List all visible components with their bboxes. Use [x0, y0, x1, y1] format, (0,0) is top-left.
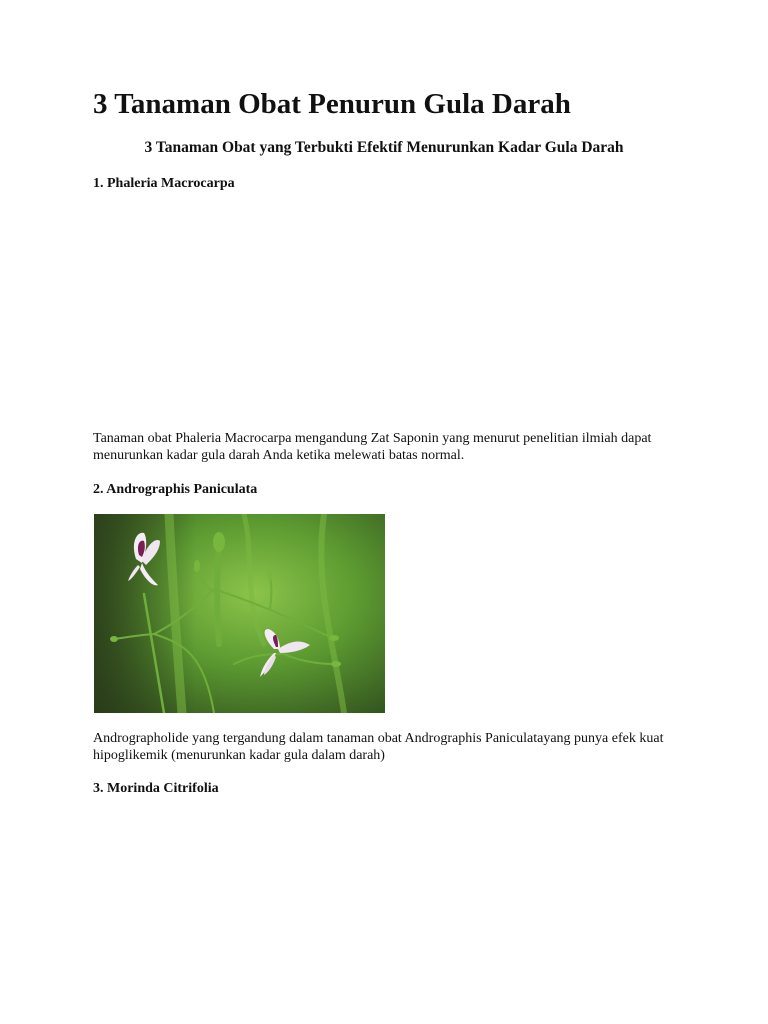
section-heading-phaleria: 1. Phaleria Macrocarpa: [93, 176, 235, 191]
phaleria-image-placeholder: [93, 205, 383, 405]
section-heading-morinda: 3. Morinda Citrifolia: [93, 781, 219, 796]
page-title: 3 Tanaman Obat Penurun Gula Darah: [93, 88, 571, 120]
morinda-image-placeholder: [93, 810, 383, 1010]
section-heading-andrographis: 2. Andrographis Paniculata: [93, 482, 258, 497]
andrographis-flower-photo: [94, 514, 385, 713]
page-subtitle: 3 Tanaman Obat yang Terbukti Efektif Menurunkan Kadar Gula Darah: [144, 139, 624, 156]
section-paragraph-phaleria: Tanaman obat Phaleria Macrocarpa mengandung Zat Saponin yang menurut penelitian ilmiah dapat menurunkan kadar gula darah Anda ketika melewati batas normal.: [93, 431, 652, 463]
section-paragraph-andrographis: Andrographolide yang tergandung dalam tanaman obat Andrographis Paniculatayang punya efek kuat hipoglikemik (menurunkan kadar gula dalam darah): [93, 731, 664, 763]
